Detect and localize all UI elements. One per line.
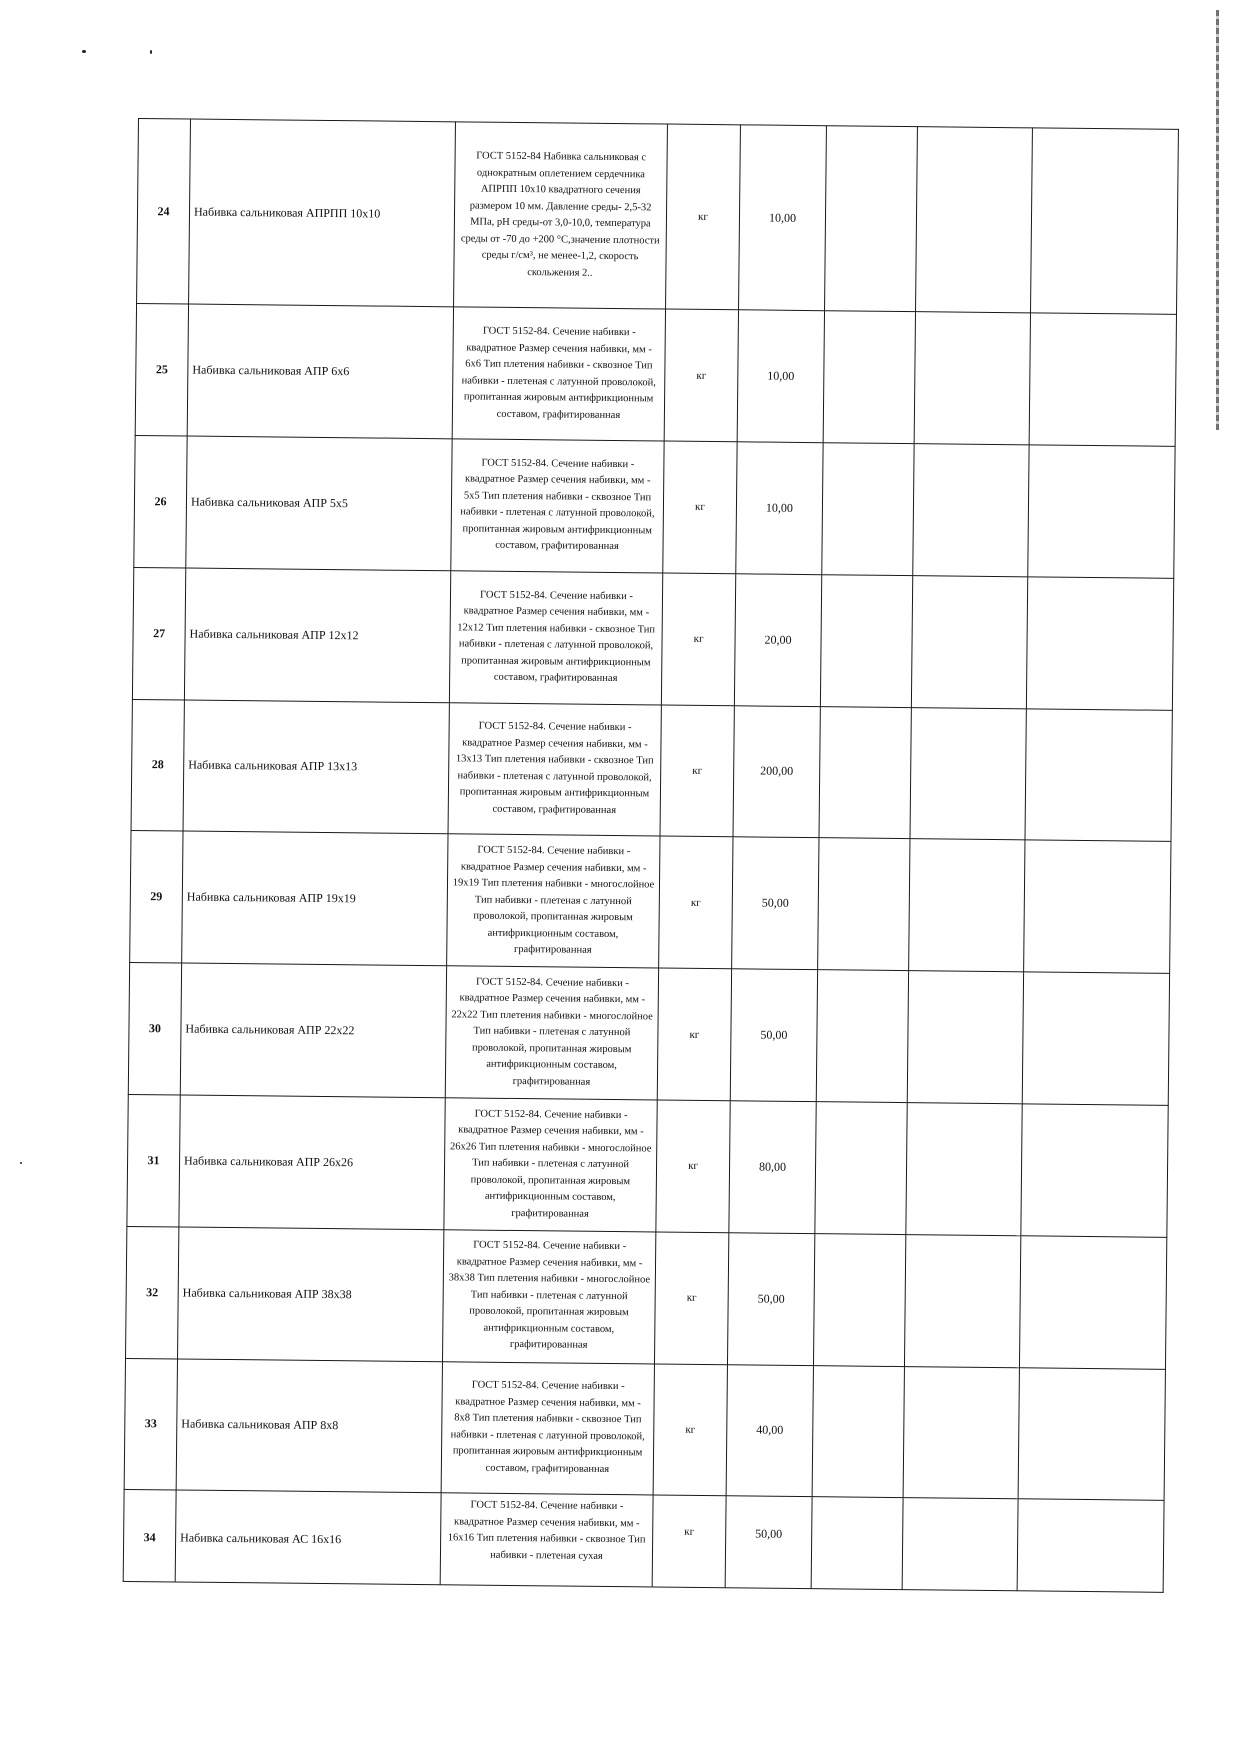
item-unit: кг (654, 1232, 728, 1365)
item-name: Набивка сальниковая АПР 22х22 (180, 963, 446, 1098)
item-name: Набивка сальниковая АПР 13х13 (183, 700, 449, 835)
row-number: 32 (126, 1226, 179, 1358)
item-name: Набивка сальниковая АПР 12х12 (184, 568, 450, 703)
item-name: Набивка сальниковая АПР 5х5 (186, 436, 452, 571)
scanner-edge-artifact (1216, 10, 1219, 430)
item-quantity: 20,00 (734, 574, 821, 707)
item-description: ГОСТ 5152-84. Сечение набивки - квадратное Размер сечения набивки, мм - 19х19 Тип плетения набивки - многослойное Тип набивки - плетеная с латунной проволокой, пропитанная жировым антифрикционным составом, графитированная (447, 834, 660, 968)
row-number: 34 (123, 1490, 176, 1582)
table-row (130, 831, 1171, 974)
item-description: ГОСТ 5152-84. Сечение набивки - квадратное Размер сечения набивки, мм - 12х12 Тип плетения набивки - сквозное Тип набивки - плетеная с латунной проволокой, пропитанная жировым антифрикционным составом, графитированная (449, 571, 662, 705)
item-name: Набивка сальниковая АПР 26х26 (179, 1095, 445, 1230)
scan-speck (150, 50, 152, 54)
empty-cell (1021, 1104, 1168, 1237)
row-number: 25 (135, 304, 188, 436)
empty-cell (1022, 972, 1169, 1105)
table-row (132, 567, 1173, 710)
row-number: 30 (128, 963, 181, 1095)
item-description: ГОСТ 5152-84. Сечение набивки - квадратное Размер сечения набивки, мм - 5х5 Тип плетения набивки - сквозное Тип набивки - плетеная с латунной проволокой, пропитанная жировым антифрикционным составом, графитированная (451, 439, 664, 573)
row-number: 31 (127, 1094, 180, 1226)
item-unit: кг (663, 441, 737, 574)
item-quantity: 50,00 (732, 837, 819, 970)
items-table (123, 118, 1179, 1593)
item-description: ГОСТ 5152-84. Сечение набивки - квадратное Размер сечения набивки, мм - 22х22 Тип плетения набивки - многослойное Тип набивки - плетеная с латунной проволокой, пропитанная жировым антифрикционным составом, графитированная (445, 966, 658, 1100)
item-name: Набивка сальниковая АПР 38х38 (178, 1227, 444, 1362)
empty-cell (916, 127, 1033, 313)
item-description: ГОСТ 5152-84. Сечение набивки - квадратное Размер сечения набивки, мм - 26х26 Тип плетения набивки - многослойное Тип набивки - плетеная с латунной проволокой, пропитанная жировым антифрикционным составом, графитированная (444, 1098, 657, 1232)
item-name: Набивка сальниковая АПР 6х6 (187, 304, 453, 439)
item-quantity: 50,00 (725, 1496, 812, 1589)
empty-cell (909, 839, 1025, 972)
table-row (134, 435, 1175, 578)
row-number: 29 (130, 831, 183, 963)
item-description: ГОСТ 5152-84. Сечение набивки - квадратное Размер сечения набивки, мм - 16х16 Тип плетения набивки - сквозное Тип набивки - плетеная сухая (440, 1493, 653, 1587)
empty-cell (911, 575, 1027, 708)
empty-cell (907, 971, 1023, 1104)
row-number: 28 (131, 699, 184, 831)
scan-speck (20, 1162, 22, 1164)
table-row (137, 119, 1179, 315)
table-row (131, 699, 1172, 842)
item-description: ГОСТ 5152-84. Сечение набивки - квадратное Размер сечения набивки, мм - 13х13 Тип плетения набивки - сквозное Тип набивки - плетеная с латунной проволокой, пропитанная жировым антифрикционным составом, графитированная (448, 702, 661, 836)
empty-cell (820, 574, 912, 707)
scan-speck (82, 50, 86, 53)
empty-cell (1019, 1236, 1166, 1369)
item-description: ГОСТ 5152-84. Сечение набивки - квадратное Размер сечения набивки, мм - 8х8 Тип плетения набивки - сквозное Тип набивки - плетеная с латунной проволокой, пропитанная жировым антифрикционным составом, графитированная (441, 1361, 654, 1495)
items-table-body (123, 119, 1178, 1593)
empty-cell (910, 707, 1026, 840)
empty-cell (1029, 313, 1176, 446)
item-description: ГОСТ 5152-84 Набивка сальниковая с однократным оплетением сердечника АПРПП 10х10 квадратного сечения размером 10 мм. Давление среды- 2,5-32 МПа, рН среды-от 3,0-10,0, температура среды от -70 до +200 °С,значение плотности среды г/см³, не менее-1,2, скорость скольжения 2.. (454, 122, 668, 309)
item-unit: кг (652, 1495, 726, 1587)
item-name: Набивка сальниковая АПР 8х8 (176, 1359, 442, 1494)
item-quantity: 10,00 (737, 310, 824, 443)
empty-cell (811, 1497, 903, 1590)
empty-cell (819, 706, 911, 839)
table-row (135, 304, 1176, 447)
row-number: 24 (137, 119, 191, 305)
item-name: Набивка сальниковая АПР 19х19 (182, 831, 448, 966)
empty-cell (1018, 1367, 1165, 1500)
item-unit: кг (660, 705, 734, 838)
item-quantity: 10,00 (736, 442, 823, 575)
empty-cell (813, 1233, 905, 1366)
empty-cell (1024, 840, 1171, 973)
item-unit: кг (666, 124, 741, 310)
empty-cell (1028, 445, 1175, 578)
empty-cell (903, 1366, 1019, 1499)
item-description: ГОСТ 5152-84. Сечение набивки - квадратное Размер сечения набивки, мм - 6х6 Тип плетения набивки - сквозное Тип набивки - плетеная с латунной проволокой, пропитанная жировым антифрикционным составом, графитированная (452, 307, 665, 441)
row-number: 26 (134, 435, 187, 567)
empty-cell (816, 970, 908, 1103)
item-description: ГОСТ 5152-84. Сечение набивки - квадратное Размер сечения набивки, мм - 38х38 Тип плетения набивки - многослойное Тип набивки - плетеная с латунной проволокой, пропитанная жировым антифрикционным составом, графитированная (442, 1230, 655, 1364)
item-quantity: 10,00 (739, 125, 827, 311)
item-unit: кг (656, 1100, 730, 1233)
row-number: 33 (124, 1358, 177, 1490)
item-unit: кг (659, 836, 733, 969)
empty-cell (1017, 1499, 1164, 1592)
table-row (127, 1094, 1168, 1237)
empty-cell (823, 311, 915, 444)
empty-cell (913, 444, 1029, 577)
empty-cell (904, 1234, 1020, 1367)
item-unit: кг (657, 968, 731, 1101)
empty-cell (1031, 128, 1179, 315)
table-row (124, 1358, 1165, 1501)
empty-cell (812, 1365, 904, 1498)
item-quantity: 80,00 (729, 1101, 816, 1234)
row-number: 27 (132, 567, 185, 699)
table-row (123, 1490, 1164, 1593)
items-table-wrapper (123, 118, 1178, 1593)
item-unit: кг (664, 309, 738, 442)
table-row (126, 1226, 1167, 1369)
empty-cell (815, 1102, 907, 1235)
item-quantity: 40,00 (726, 1364, 813, 1497)
item-quantity: 50,00 (730, 969, 817, 1102)
empty-cell (1025, 708, 1172, 841)
item-unit: кг (661, 573, 735, 706)
empty-cell (906, 1103, 1022, 1236)
item-name: Набивка сальниковая АС 16х16 (175, 1490, 441, 1584)
empty-cell (818, 838, 910, 971)
item-quantity: 200,00 (733, 705, 820, 838)
item-unit: кг (653, 1364, 727, 1497)
empty-cell (1026, 577, 1173, 710)
item-name: Набивка сальниковая АПРПП 10х10 (189, 119, 456, 307)
empty-cell (822, 443, 914, 576)
item-quantity: 50,00 (727, 1233, 814, 1366)
empty-cell (914, 312, 1030, 445)
table-row (128, 963, 1169, 1106)
empty-cell (902, 1498, 1018, 1591)
empty-cell (825, 126, 918, 312)
